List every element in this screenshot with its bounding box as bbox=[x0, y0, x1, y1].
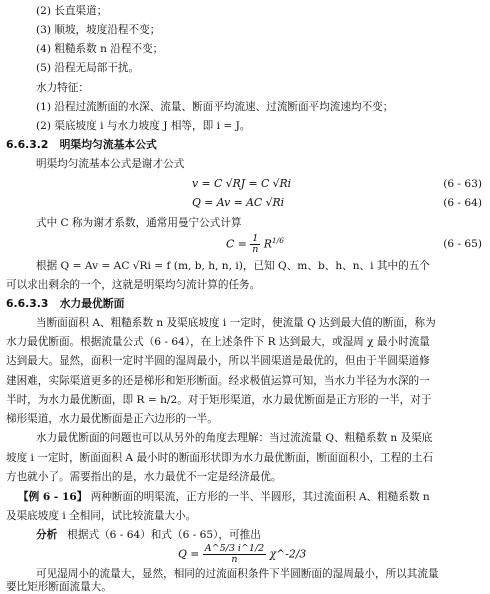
paragraph-line: 可以求出剩余的一个，这就是明渠均匀流计算的任务。 bbox=[6, 279, 261, 291]
list-item: (4) 粗糙系数 n 沿程不变； bbox=[36, 43, 164, 55]
analysis-text: 根据式（6 - 64）和式（6 - 65），可推出 bbox=[67, 529, 261, 541]
analysis-line bbox=[36, 528, 261, 542]
example-heading bbox=[18, 490, 430, 504]
paragraph-line: 当断面面积 A、粗糙系数 n 及渠底坡度 i 一定时，使流量 Q 达到最大值的断面，称为 bbox=[36, 317, 436, 329]
equation-number: (6 - 63) bbox=[443, 178, 482, 190]
paragraph-line: 可见湿周小的流量大，显然，相同的过流面积条件下半圆断面的湿周最小，所以其流量 bbox=[36, 568, 439, 580]
list-item: (5) 沿程无局部干扰。 bbox=[36, 62, 140, 74]
list-item: (3) 顺坡，坡度沿程不变； bbox=[36, 24, 161, 36]
paragraph-line: 达到最大。显然，面积一定时半圆的湿周最小，所以半圆渠道是最优的，但由于半圆渠道修 bbox=[6, 355, 430, 367]
equation-6-63: v = C √RJ = C √Ri bbox=[192, 177, 292, 190]
paragraph-line: 方也就小了。需要指出的是，水力最优不一定是经济最优。 bbox=[6, 471, 282, 483]
paragraph-line: 要比矩形断面流量大。 bbox=[6, 581, 112, 593]
paragraph-line: 及渠底坡度 i 全相同，试比较流量大小。 bbox=[6, 510, 197, 522]
section-intro: 明渠均匀流基本公式是谢才公式 bbox=[36, 158, 185, 170]
paragraph-line: 梯形渠道，水力最优断面是正六边形的一半。 bbox=[6, 413, 218, 425]
paragraph-line: 水力最优断面。根据流量公式（6 - 64），在上述条件下 R 达到最大，或湿周 χ 最小时流量 bbox=[6, 336, 430, 348]
paragraph-line: 根据 Q = Av = AC √Ri = f (m, b, h, n, i)，已知 Q、m、b、h、n、i 其中的五个 bbox=[36, 260, 430, 272]
list-item: (2) 长直渠道； bbox=[36, 5, 108, 17]
equation-number: (6 - 64) bbox=[443, 197, 482, 209]
analysis-label: 分析 bbox=[36, 529, 58, 541]
equation-6-64: Q = Av = AC √Ri bbox=[192, 196, 285, 209]
equation-number: (6 - 65) bbox=[443, 238, 482, 250]
paragraph-line: 水力最优断面的问题也可以从另外的角度去理解：当过流流量 Q、粗糙系数 n 及渠底 bbox=[36, 432, 433, 444]
equation-flow: Q = $\frac{A\^{}5/3 i\^{}1/2}{n}$ χ^-2/3 bbox=[178, 543, 307, 565]
section-heading bbox=[6, 138, 157, 152]
paragraph-line: 半时，为水力最优断面，即 R = h/2。对于矩形渠道，水力最优断面是正方形的一半，对于 bbox=[6, 394, 432, 406]
example-label: 【例 6 - 16】 bbox=[18, 491, 88, 503]
example-text: 两种断面的明渠流，正方形的一半、半圆形，其过流面积 A、粗糙系数 n bbox=[90, 491, 430, 503]
section-heading bbox=[6, 297, 124, 311]
section-number: 6.6.3.3 bbox=[6, 297, 49, 310]
section-title: 明渠均匀流基本公式 bbox=[59, 138, 157, 151]
equation-note: 式中 C 称为谢才系数，通常用曼宁公式计算 bbox=[36, 217, 242, 229]
paragraph-line: 坡度 i 一定时，断面面积 A 最小时的断面形状即为水力最优断面，断面面积小，工程的土石 bbox=[6, 452, 434, 464]
equation-6-65: C = $\frac{1}{n}$ $R^{1/6}$ bbox=[226, 233, 284, 256]
section-title: 水力最优断面 bbox=[59, 297, 125, 310]
section-number: 6.6.3.2 bbox=[6, 138, 49, 151]
feature-item: (1) 沿程过流断面的水深、流量、断面平均流速、过流断面平均流速均不变； bbox=[36, 101, 394, 113]
paragraph-line: 建困难，实际渠道更多的还是梯形和矩形断面。经求极值运算可知，当水力半径为水深的一 bbox=[6, 375, 430, 387]
feature-item: (2) 渠底坡度 i 与水力坡度 J 相等，即 i = J。 bbox=[36, 120, 251, 132]
features-label: 水力特征： bbox=[36, 82, 89, 94]
